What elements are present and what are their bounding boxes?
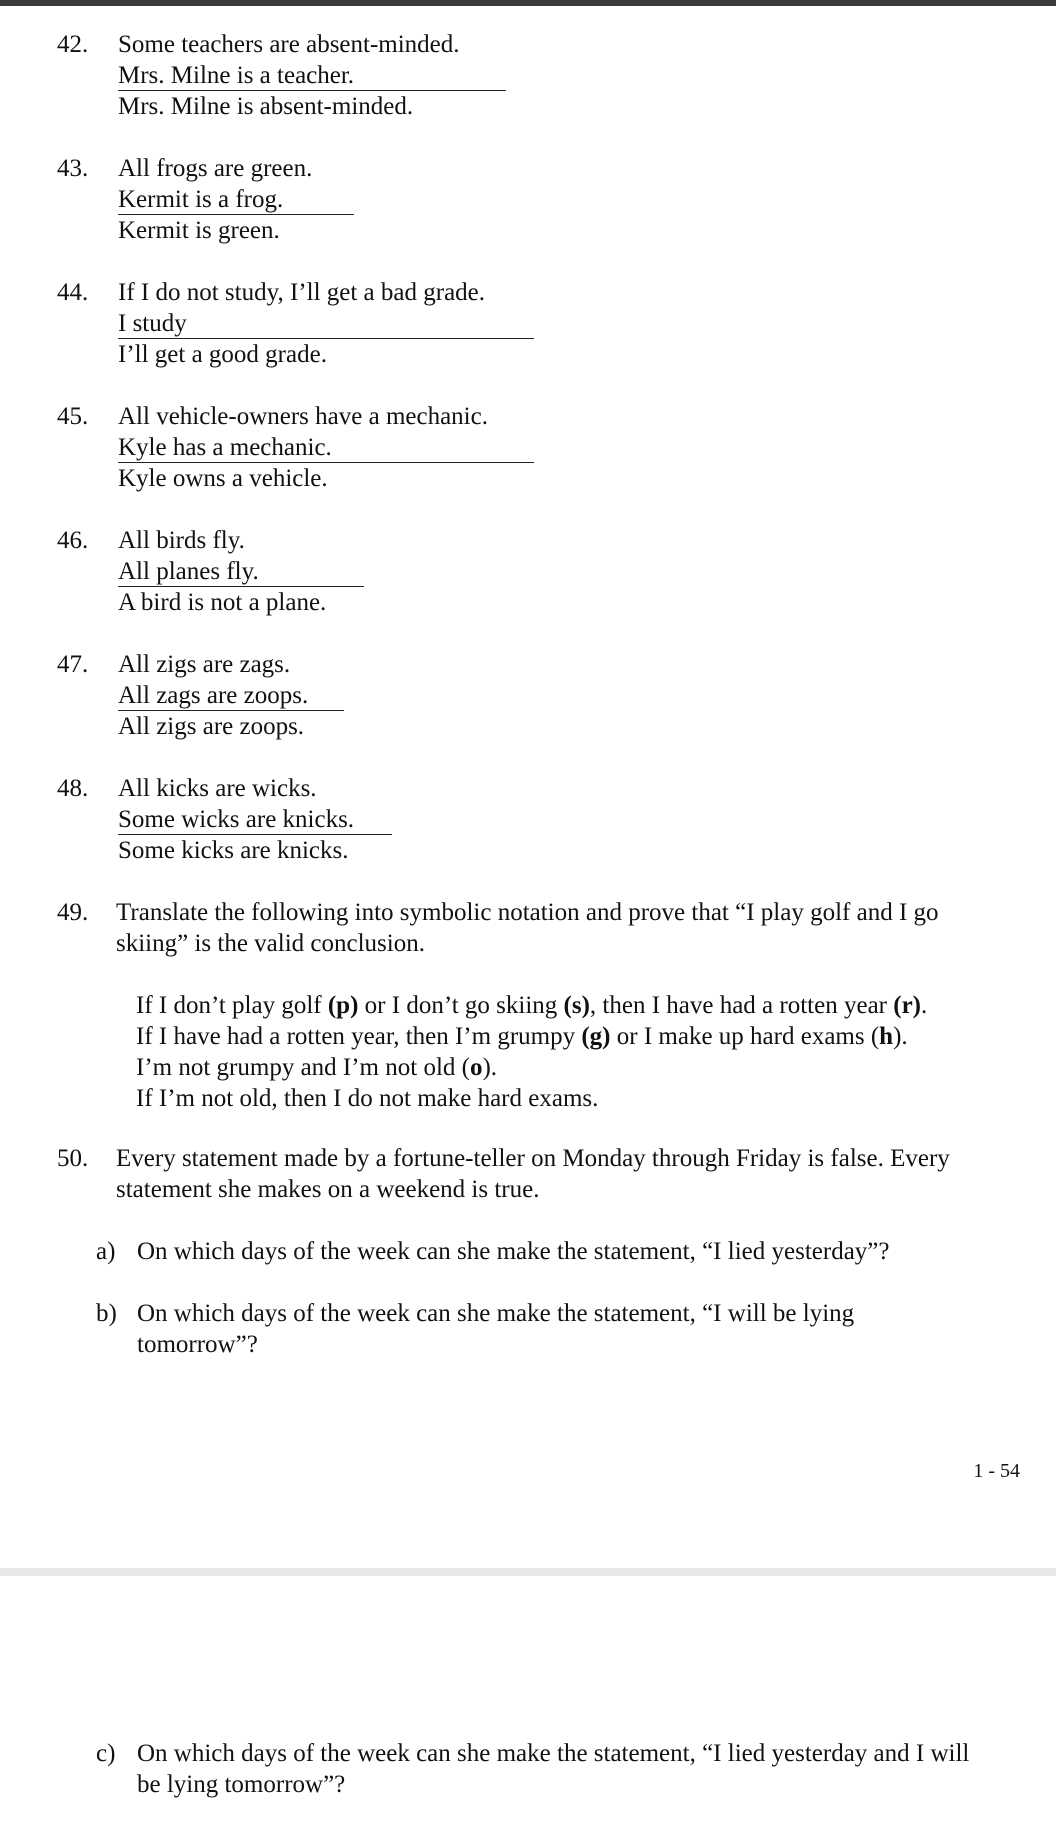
problem-number: 50. — [57, 1145, 89, 1172]
statement-2: If I have had a rotten year, then I’m grumpy (g) or I make up hard exams (h). — [136, 1023, 908, 1050]
premise-2: Mrs. Milne is a teacher. — [118, 61, 506, 91]
conclusion: A bird is not a plane. — [118, 589, 327, 616]
premise-2: All zags are zoops. — [118, 681, 344, 711]
premise-2: Kermit is a frog. — [118, 185, 354, 215]
premise-1: All birds fly. — [118, 527, 245, 554]
top-window-bar — [0, 0, 1056, 6]
premise-1: If I do not study, I’ll get a bad grade. — [118, 279, 486, 306]
part-text: On which days of the week can she make the statement, “I lied yesterday and I will be lying tomorrow”? — [137, 1740, 970, 1798]
problem-number: 48. — [57, 775, 89, 802]
premise-1: Some teachers are absent-minded. — [118, 31, 460, 58]
problem-number: 46. — [57, 527, 89, 554]
problem-number: 42. — [57, 31, 89, 58]
conclusion: Some kicks are knicks. — [118, 837, 349, 864]
conclusion: All zigs are zoops. — [118, 713, 305, 740]
problem-number: 43. — [57, 155, 89, 182]
problem-number: 47. — [57, 651, 89, 678]
premise-2: Some wicks are knicks. — [118, 805, 392, 835]
premise-1: All zigs are zags. — [118, 651, 291, 678]
conclusion: Kyle owns a vehicle. — [118, 465, 328, 492]
premise-2: I study — [118, 309, 534, 339]
part-text: On which days of the week can she make the statement, “I lied yesterday”? — [137, 1238, 890, 1265]
premise-1: All kicks are wicks. — [118, 775, 317, 802]
conclusion: I’ll get a good grade. — [118, 341, 327, 368]
part-letter: b) — [96, 1300, 117, 1327]
premise-1: All vehicle-owners have a mechanic. — [118, 403, 488, 430]
statement-1: If I don’t play golf (p) or I don’t go skiing (s), then I have had a rotten year (r). — [136, 992, 928, 1019]
conclusion: Mrs. Milne is absent-minded. — [118, 93, 414, 120]
part-letter: c) — [96, 1740, 116, 1767]
part-text: On which days of the week can she make the statement, “I will be lying tomorrow”? — [137, 1300, 855, 1358]
problem-49-text: Translate the following into symbolic notation and prove that “I play golf and I go skiing” is the valid conclusion. — [116, 899, 939, 957]
page-separator — [0, 1568, 1056, 1576]
premise-2: Kyle has a mechanic. — [118, 433, 534, 463]
problem-49-statements — [136, 990, 927, 1114]
premise-1: All frogs are green. — [118, 155, 313, 182]
conclusion: Kermit is green. — [118, 217, 280, 244]
statement-4: If I’m not old, then I do not make hard exams. — [136, 1085, 599, 1112]
problem-number: 49. — [57, 899, 89, 926]
problem-number: 44. — [57, 279, 89, 306]
statement-3: I’m not grumpy and I’m not old (o). — [136, 1054, 498, 1081]
problem-number: 45. — [57, 403, 89, 430]
problem-50-text: Every statement made by a fortune-teller on Monday through Friday is false. Every statement she makes on a weekend is true. — [116, 1145, 950, 1203]
page-number: 1 - 54 — [973, 1460, 1020, 1482]
premise-2: All planes fly. — [118, 557, 364, 587]
part-letter: a) — [96, 1238, 116, 1265]
